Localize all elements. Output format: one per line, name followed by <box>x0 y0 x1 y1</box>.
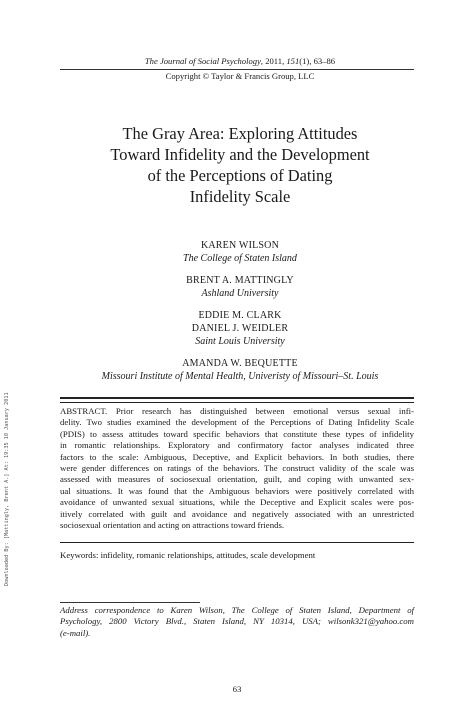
journal-year: , 2011, <box>260 56 287 66</box>
page-number: 63 <box>232 684 242 694</box>
abstract-line: delity. Two studies examined the development of the Perceptions of Dating Infidelity Scale <box>60 417 414 428</box>
author-block <box>40 275 440 300</box>
title-line: of the Perceptions of Dating <box>147 166 333 185</box>
abstract-line: assessed with measures of sociosexual orientation, guilt, and coping with unwanted sex- <box>60 474 414 485</box>
keywords: Keywords: infidelity, romanic relationships, attitudes, scale development <box>60 550 316 560</box>
abstract-line: avoidance of unwanted sexual situations, while the Deceptive and Explicit scales were pos- <box>60 497 414 508</box>
abstract-line: itively correlated with guilt and avoidance and negatively associated with an unrestricted <box>60 508 414 519</box>
author-name: BRENT A. MATTINGLY <box>186 275 294 287</box>
author-name: DANIEL J. WEIDLER <box>191 322 289 334</box>
title-line: Infidelity Scale <box>189 187 291 206</box>
abstract-line: were gender differences on ratings of the behaviors. The construct validity of the scale was <box>60 463 414 474</box>
journal-issue-pages: (1), 63–86 <box>299 56 336 66</box>
abstract-rule-thick <box>60 397 414 399</box>
correspondence-footnote <box>60 605 414 639</box>
abstract-line: factors to the scale: Ambiguous, Deceptive, and Explicit behaviors. In both studies, there <box>60 451 414 462</box>
author-affiliation: Saint Louis University <box>195 335 285 347</box>
header-rule <box>60 69 414 70</box>
author-block <box>40 358 440 383</box>
journal-volume: 151 <box>286 56 300 66</box>
abstract-line: ABSTRACT. Prior research has distinguished between emotional versus sexual infi- <box>60 406 414 416</box>
author-list <box>40 240 440 393</box>
author-affiliation: The College of Staten Island <box>183 252 297 264</box>
footnote-line: Address correspondence to Karen Wilson, The College of Staten Island, Department of <box>60 605 414 615</box>
title-line: The Gray Area: Exploring Attitudes <box>122 124 358 143</box>
article-title <box>60 123 420 207</box>
title-line: Toward Infidelity and the Development <box>110 145 370 164</box>
copyright-line: Copyright © Taylor & Francis Group, LLC <box>165 71 315 81</box>
download-stamp: Downloaded By: [Mattingly, Brent A.] At: 19:35 10 January 2011 <box>4 392 10 586</box>
author-name: KAREN WILSON <box>200 240 280 251</box>
author-name: EDDIE M. CLARK <box>198 310 282 322</box>
footnote-line: Psychology, 2800 Victory Blvd., Staten Island, NY 10314, USA; wilsonk321@yahoo.com <box>60 616 414 627</box>
author-block <box>40 310 440 348</box>
author-affiliation: Ashland University <box>201 287 279 299</box>
author-block <box>40 240 440 265</box>
abstract-rule-thin <box>60 402 414 403</box>
author-name: AMANDA W. BEQUETTE <box>182 358 298 370</box>
abstract <box>60 406 414 531</box>
author-affiliation: Missouri Institute of Mental Health, Univeristy of Missouri–St. Louis <box>101 370 379 382</box>
footnote-line: (e-mail). <box>60 627 91 638</box>
abstract-line: (PDIS) to assess attitudes toward specific behaviors that constitute these types of infidelity <box>60 428 414 439</box>
journal-name: The Journal of Social Psychology <box>144 56 261 66</box>
footnote-rule <box>60 602 200 603</box>
abstract-bottom-rule <box>60 542 414 543</box>
journal-citation <box>60 56 420 67</box>
abstract-line: ual situations. It was found that the Ambiguous behaviors were positively correlated with <box>60 485 414 496</box>
abstract-line: sociosexual orientation and acting on attractions toward friends. <box>60 520 285 531</box>
abstract-line: in romantic relationships. Exploratory and confirmatory factor analyses indicated three <box>60 440 414 451</box>
